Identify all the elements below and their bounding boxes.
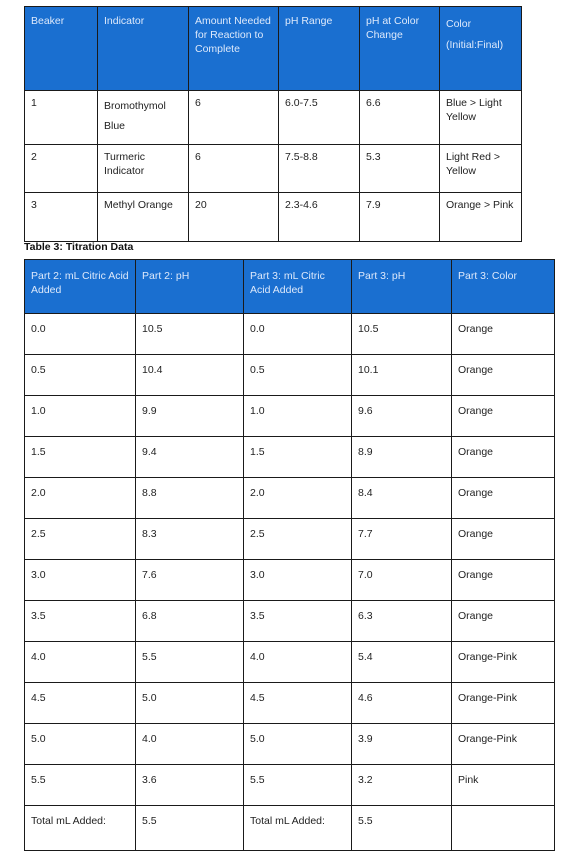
table-row — [25, 193, 522, 242]
table-cell: Orange — [452, 478, 555, 519]
table-cell: 6.6 — [360, 91, 440, 145]
table-cell: 6.8 — [136, 601, 244, 642]
table-cell: Orange — [452, 601, 555, 642]
table-cell: 2.5 — [244, 519, 352, 560]
table-cell: Light Red > Yellow — [440, 145, 522, 193]
table-cell: Orange-Pink — [452, 683, 555, 724]
table-cell: 10.1 — [352, 355, 452, 396]
table-cell: 9.4 — [136, 437, 244, 478]
table-row — [25, 560, 555, 601]
table-cell: 1.0 — [25, 396, 136, 437]
table-caption: Table 3: Titration Data — [24, 241, 134, 253]
table-cell: 4.6 — [352, 683, 452, 724]
table-cell: 3.0 — [25, 560, 136, 601]
table-cell: 8.4 — [352, 478, 452, 519]
table-cell: 4.0 — [25, 642, 136, 683]
table-cell: 7.7 — [352, 519, 452, 560]
table-row — [25, 642, 555, 683]
table-cell: 2 — [25, 145, 98, 193]
header-beaker: Beaker — [25, 7, 98, 91]
total-cell — [452, 806, 555, 851]
total-cell: 5.5 — [352, 806, 452, 851]
table-cell: 2.0 — [244, 478, 352, 519]
table-cell: 5.5 — [244, 765, 352, 806]
titration-table — [24, 259, 555, 851]
table-row — [25, 355, 555, 396]
table-cell: 7.0 — [352, 560, 452, 601]
table-cell: 2.3-4.6 — [279, 193, 360, 242]
table-cell: Orange — [452, 519, 555, 560]
table-cell: Methyl Orange — [98, 193, 189, 242]
total-cell: Total mL Added: — [244, 806, 352, 851]
table-row — [25, 683, 555, 724]
table-cell: 7.6 — [136, 560, 244, 601]
table-cell: Orange-Pink — [452, 724, 555, 765]
table-cell: 3 — [25, 193, 98, 242]
table-cell: Orange — [452, 437, 555, 478]
table-cell: 1.0 — [244, 396, 352, 437]
table-cell: Orange — [452, 560, 555, 601]
table-cell: Orange — [452, 314, 555, 355]
table-cell: Bromothymol Blue — [98, 91, 189, 145]
table-cell: 1 — [25, 91, 98, 145]
table-row — [25, 519, 555, 560]
table-cell: Orange > Pink — [440, 193, 522, 242]
table-cell: 8.9 — [352, 437, 452, 478]
table-cell: 9.6 — [352, 396, 452, 437]
table-cell: Pink — [452, 765, 555, 806]
table-cell: 3.5 — [244, 601, 352, 642]
indicator-table — [24, 6, 522, 242]
table-cell: 0.0 — [244, 314, 352, 355]
table-cell: 4.0 — [136, 724, 244, 765]
indicator-table-header-row — [25, 7, 522, 91]
table-cell: 7.9 — [360, 193, 440, 242]
table-cell: 0.5 — [244, 355, 352, 396]
header-part3-ph: Part 3: pH — [352, 260, 452, 314]
table-cell: Blue > Light Yellow — [440, 91, 522, 145]
table-cell: 9.9 — [136, 396, 244, 437]
table-cell: 0.0 — [25, 314, 136, 355]
table-cell: 4.5 — [244, 683, 352, 724]
header-color-line1: Color (Initial:Final) — [446, 18, 504, 51]
table-cell: 5.0 — [136, 683, 244, 724]
table-cell: 6 — [189, 91, 279, 145]
table-cell: Orange — [452, 355, 555, 396]
table-cell: 5.5 — [136, 642, 244, 683]
table-cell: 20 — [189, 193, 279, 242]
table-row — [25, 91, 522, 145]
table-row — [25, 145, 522, 193]
titration-table-body — [25, 314, 555, 851]
table-row — [25, 724, 555, 765]
table-cell: 3.2 — [352, 765, 452, 806]
table-cell: 0.5 — [25, 355, 136, 396]
table-cell: 3.9 — [352, 724, 452, 765]
table-cell: 3.5 — [25, 601, 136, 642]
table-row — [25, 765, 555, 806]
table-row — [25, 601, 555, 642]
table-cell: 10.5 — [136, 314, 244, 355]
table-cell: Turmeric Indicator — [98, 145, 189, 193]
table-row — [25, 437, 555, 478]
table-cell: 1.5 — [25, 437, 136, 478]
header-part2-ph: Part 2: pH — [136, 260, 244, 314]
table-cell: 5.3 — [360, 145, 440, 193]
header-ph-at-color-change: pH at Color Change — [360, 7, 440, 91]
table-cell: 2.5 — [25, 519, 136, 560]
table-cell: 10.5 — [352, 314, 452, 355]
header-part3-ml: Part 3: mL Citric Acid Added — [244, 260, 352, 314]
table-cell: 5.0 — [244, 724, 352, 765]
table-cell: Orange-Pink — [452, 642, 555, 683]
table-cell: 6.3 — [352, 601, 452, 642]
table-cell: 1.5 — [244, 437, 352, 478]
table-cell: Orange — [452, 396, 555, 437]
table-cell: 5.0 — [25, 724, 136, 765]
table-cell: 3.6 — [136, 765, 244, 806]
table-cell: 6 — [189, 145, 279, 193]
table-cell: 10.4 — [136, 355, 244, 396]
header-ph-range: pH Range — [279, 7, 360, 91]
table-row — [25, 396, 555, 437]
table-cell: 4.5 — [25, 683, 136, 724]
header-amount-needed: Amount Needed for Reaction to Complete — [189, 7, 279, 91]
table-cell: 8.3 — [136, 519, 244, 560]
table-row — [25, 314, 555, 355]
total-row — [25, 806, 555, 851]
table-cell: 6.0-7.5 — [279, 91, 360, 145]
total-cell: Total mL Added: — [25, 806, 136, 851]
table-cell: 7.5-8.8 — [279, 145, 360, 193]
header-part3-color: Part 3: Color — [452, 260, 555, 314]
table-cell: 3.0 — [244, 560, 352, 601]
titration-table-header-row — [25, 260, 555, 314]
table-cell: 8.8 — [136, 478, 244, 519]
header-indicator: Indicator — [98, 7, 189, 91]
table-cell: 5.4 — [352, 642, 452, 683]
table-row — [25, 478, 555, 519]
table-cell: 5.5 — [25, 765, 136, 806]
table-cell: 4.0 — [244, 642, 352, 683]
header-part2-ml: Part 2: mL Citric Acid Added — [25, 260, 136, 314]
table-cell: 2.0 — [25, 478, 136, 519]
header-color — [440, 7, 522, 91]
total-cell: 5.5 — [136, 806, 244, 851]
